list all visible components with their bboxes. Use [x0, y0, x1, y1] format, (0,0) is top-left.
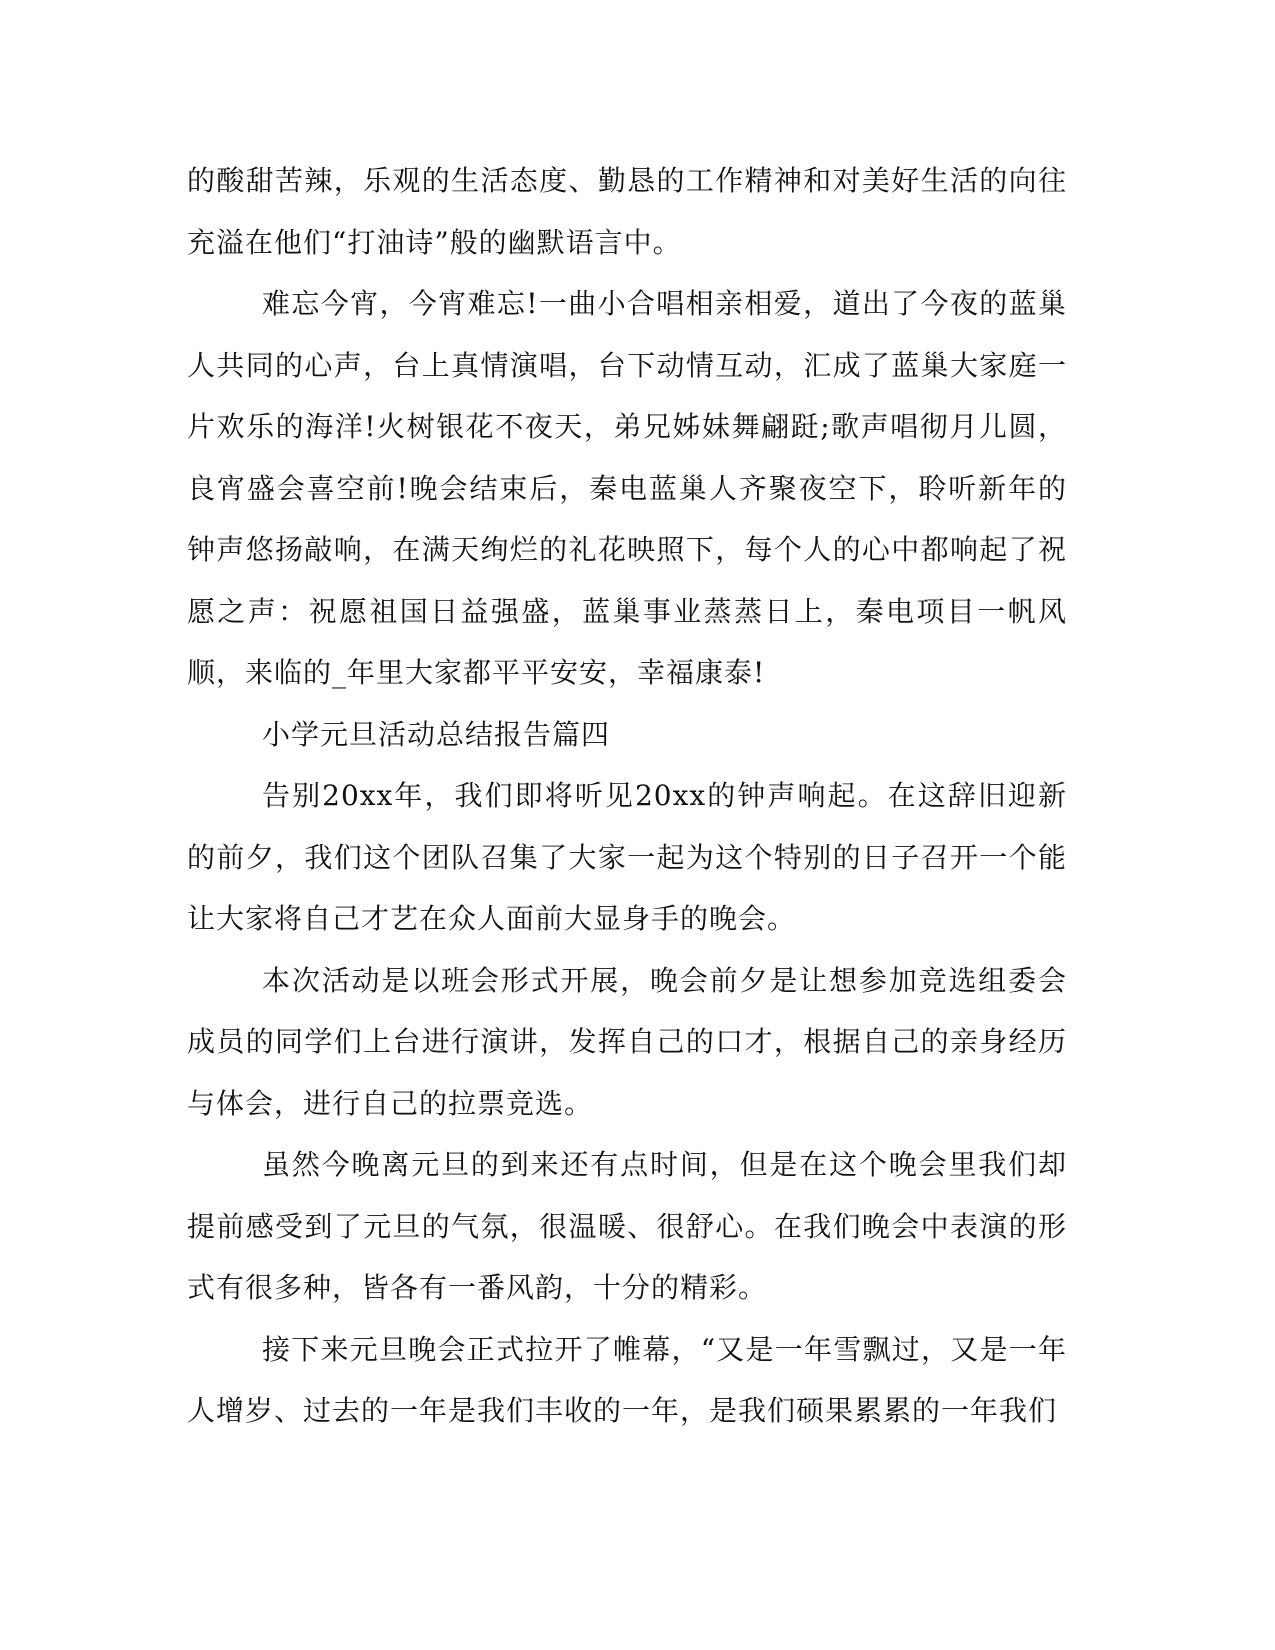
- paragraph: 告别20xx年，我们即将听见20xx的钟声响起。在这辞旧迎新的前夕，我们这个团队召集了大家一起为这个特别的日子召开一个能让大家将自己才艺在众人面前大显身手的晚会。: [187, 779, 1067, 935]
- paragraph: 本次活动是以班会形式开展，晚会前夕是让想参加竞选组委会成员的同学们上台进行演讲，发挥自己的口才，根据自己的亲身经历与体会，进行自己的拉票竞选。: [187, 963, 1067, 1120]
- document-body: [187, 150, 1067, 1442]
- paragraph: 难忘今宵，今宵难忘!一曲小合唱相亲相爱，道出了今夜的蓝巢人共同的心声，台上真情演唱，台下动情互动，汇成了蓝巢大家庭一片欢乐的海洋!火树银花不夜天，弟兄姊妹舞翩跹;歌声唱彻月儿圆，良宵盛会喜空前!晚会结束后，秦电蓝巢人齐聚夜空下，聆听新年的钟声悠扬敲响，在满天绚烂的礼花映照下，每个人的心中都响起了祝愿之声：祝愿祖国日益强盛，蓝巢事业蒸蒸日上，秦电项目一帆风顺，来临的_年里大家都平平安安，幸福康泰!: [187, 287, 1067, 689]
- paragraph-continuation: 的酸甜苦辣，乐观的生活态度、勤恳的工作精神和对美好生活的向往充溢在他们“打油诗”般的幽默语言中。: [187, 164, 1067, 259]
- paragraph: 虽然今晚离元旦的到来还有点时间，但是在这个晚会里我们却提前感受到了元旦的气氛，很温暖、很舒心。在我们晚会中表演的形式有很多种，皆各有一番风韵，十分的精彩。: [187, 1148, 1067, 1304]
- paragraph: 接下来元旦晚会正式拉开了帷幕，“又是一年雪飘过，又是一年人增岁、过去的一年是我们丰收的一年，是我们硕果累累的一年我们: [187, 1332, 1067, 1427]
- section-heading: 小学元旦活动总结报告篇四: [262, 717, 611, 751]
